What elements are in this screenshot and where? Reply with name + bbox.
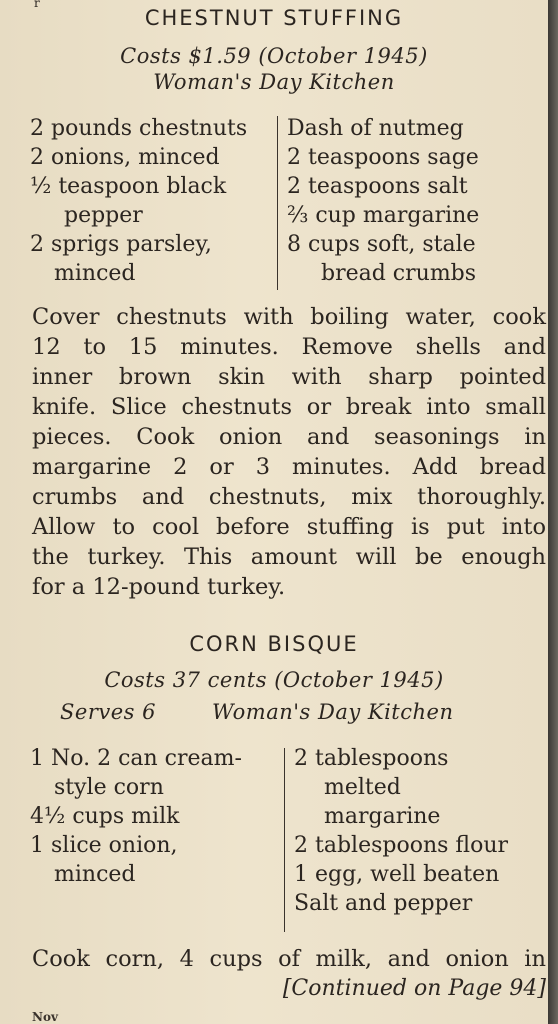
- directions-line: crumbs and chestnuts, mix thoroughly.: [32, 484, 546, 510]
- ingredient: 2 tablespoons flour: [294, 833, 509, 858]
- ingredient: 1 egg, well beaten: [294, 862, 500, 887]
- ingredient: pepper: [64, 203, 143, 228]
- recipe1-directions: [32, 302, 546, 602]
- recipe1-ingredients-right: [287, 114, 479, 288]
- recipe2-cost: Costs 37 cents (October 1945): [104, 668, 444, 692]
- directions-line: Cook corn, 4 cups of milk, and onion in: [32, 946, 546, 972]
- column-divider: [284, 748, 285, 932]
- directions-line: the turkey. This amount will be enough: [32, 544, 546, 570]
- recipe2-directions: [32, 944, 546, 974]
- ingredient: style corn: [54, 775, 164, 800]
- ingredient: 2 tablespoons: [294, 746, 449, 771]
- recipe2-ingredients-left: [30, 744, 242, 889]
- ingredient: 2 pounds chestnuts: [30, 116, 248, 141]
- ingredient: margarine: [324, 804, 441, 829]
- ingredient: melted: [324, 775, 401, 800]
- column-divider: [277, 116, 278, 290]
- directions-line: Allow to cool before stuffing is put into: [32, 514, 546, 540]
- ingredient: 4½ cups milk: [30, 804, 180, 829]
- directions-line: knife. Slice chestnuts or break into small: [32, 394, 546, 420]
- ingredient: minced: [54, 261, 136, 286]
- directions-line: inner brown skin with sharp pointed: [32, 364, 546, 390]
- directions-line: 12 to 15 minutes. Remove shells and: [32, 334, 546, 360]
- recipe1-kitchen: Woman's Day Kitchen: [153, 70, 395, 94]
- ingredient: ½ teaspoon black: [30, 174, 227, 199]
- ingredient: minced: [54, 862, 136, 887]
- directions-line: pieces. Cook onion and seasonings in: [32, 424, 546, 450]
- directions-line: Cover chestnuts with boiling water, cook: [32, 304, 546, 330]
- ingredient: 8 cups soft, stale: [287, 232, 476, 257]
- ingredient: 1 No. 2 can cream-: [30, 746, 242, 771]
- directions-line: margarine 2 or 3 minutes. Add bread: [32, 454, 546, 480]
- ingredient: 2 teaspoons sage: [287, 145, 479, 170]
- page-edge: [548, 0, 558, 1024]
- recipe2-ingredients-right: [294, 744, 508, 918]
- ingredient: bread crumbs: [321, 261, 477, 286]
- recipe2-title: CORN BISQUE: [189, 632, 359, 656]
- ingredient: Dash of nutmeg: [287, 116, 464, 141]
- recipe1-cost: Costs $1.59 (October 1945): [120, 44, 428, 68]
- ingredient: 2 onions, minced: [30, 145, 220, 170]
- directions-line: for a 12-pound turkey.: [32, 574, 286, 600]
- ingredient: Salt and pepper: [294, 891, 473, 916]
- recipe2-kitchen: Woman's Day Kitchen: [212, 700, 454, 724]
- continued-note: [Continued on Page 94]: [282, 976, 546, 1001]
- ingredient: 1 slice onion,: [30, 833, 178, 858]
- recipe2-serves: Serves 6: [60, 700, 156, 724]
- ingredient: 2 sprigs parsley,: [30, 232, 212, 257]
- recipe1-title: CHESTNUT STUFFING: [144, 6, 404, 30]
- corner-mark: r: [34, 0, 40, 10]
- recipe1-ingredients-left: [30, 114, 247, 288]
- ingredient: ⅔ cup margarine: [287, 203, 480, 228]
- ingredient: 2 teaspoons salt: [287, 174, 468, 199]
- footer-fragment: Nov: [32, 1010, 58, 1024]
